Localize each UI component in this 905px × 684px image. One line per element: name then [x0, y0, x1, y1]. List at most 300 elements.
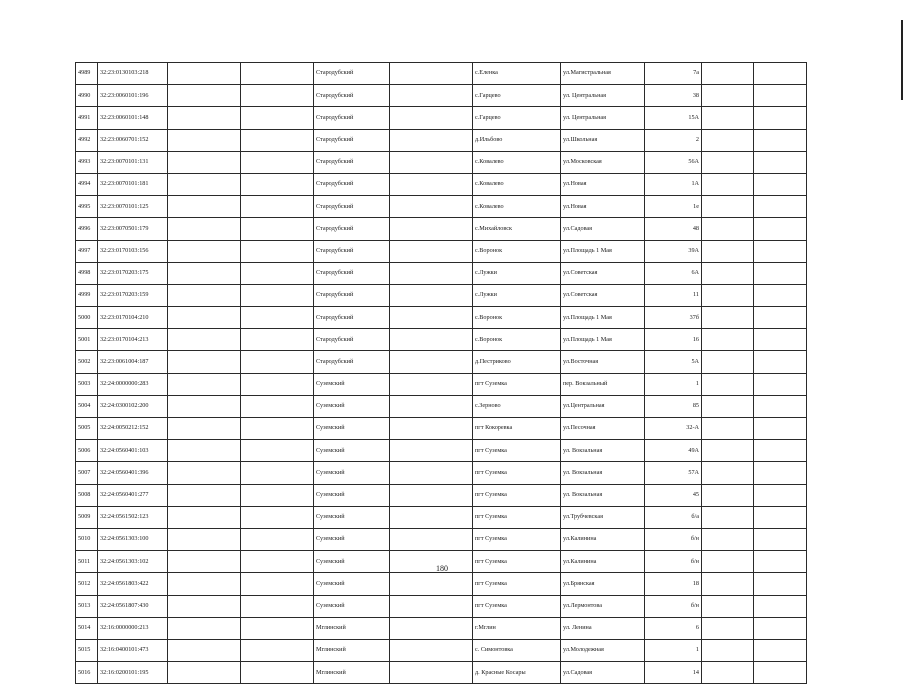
- district-cell: Суземский: [314, 506, 390, 528]
- row-number-cell: 5016: [76, 662, 98, 684]
- cadastral-number-cell: 32:24:0561303:102: [98, 551, 168, 573]
- empty-cell: [754, 595, 807, 617]
- street-cell: ул. Центральная: [561, 85, 645, 107]
- cadastral-number-cell: 32:23:0060101:148: [98, 107, 168, 129]
- row-number-cell: 5013: [76, 595, 98, 617]
- district-cell: Стародубский: [314, 129, 390, 151]
- street-cell: ул.Калинина: [561, 551, 645, 573]
- cadastral-number-cell: 32:24:0050212:152: [98, 418, 168, 440]
- empty-cell: [702, 373, 754, 395]
- empty-cell: [241, 573, 314, 595]
- row-number-cell: 4991: [76, 107, 98, 129]
- empty-cell: [702, 595, 754, 617]
- empty-cell: [390, 373, 473, 395]
- empty-cell: [390, 262, 473, 284]
- table-row: [76, 639, 807, 661]
- empty-cell: [168, 151, 241, 173]
- table-row: [76, 307, 807, 329]
- empty-cell: [702, 196, 754, 218]
- table-row: [76, 151, 807, 173]
- settlement-cell: пгт Суземка: [473, 373, 561, 395]
- table-row: [76, 329, 807, 351]
- empty-cell: [702, 573, 754, 595]
- cadastral-number-cell: 32:23:0070101:181: [98, 173, 168, 195]
- empty-cell: [168, 440, 241, 462]
- empty-cell: [168, 418, 241, 440]
- empty-cell: [754, 617, 807, 639]
- empty-cell: [168, 639, 241, 661]
- row-number-cell: 5006: [76, 440, 98, 462]
- empty-cell: [754, 662, 807, 684]
- cadastral-number-cell: 32:24:0561303:100: [98, 528, 168, 550]
- street-cell: ул.Площадь 1 Мая: [561, 240, 645, 262]
- cadastral-number-cell: 32:24:0560401:103: [98, 440, 168, 462]
- settlement-cell: пгт Суземка: [473, 595, 561, 617]
- empty-cell: [168, 284, 241, 306]
- table-row: [76, 107, 807, 129]
- house-number-cell: 16: [645, 329, 702, 351]
- empty-cell: [168, 173, 241, 195]
- table-row: [76, 373, 807, 395]
- table-row: [76, 262, 807, 284]
- empty-cell: [702, 662, 754, 684]
- street-cell: ул. Вокзальная: [561, 484, 645, 506]
- table-row: [76, 284, 807, 306]
- empty-cell: [702, 63, 754, 85]
- house-number-cell: 14: [645, 662, 702, 684]
- district-cell: Стародубский: [314, 240, 390, 262]
- empty-cell: [702, 218, 754, 240]
- scan-edge-mark: [901, 20, 903, 100]
- empty-cell: [390, 506, 473, 528]
- empty-cell: [390, 173, 473, 195]
- row-number-cell: 5007: [76, 462, 98, 484]
- house-number-cell: 39А: [645, 240, 702, 262]
- street-cell: ул.Лермонтова: [561, 595, 645, 617]
- table-row: [76, 240, 807, 262]
- empty-cell: [702, 240, 754, 262]
- empty-cell: [241, 351, 314, 373]
- empty-cell: [168, 196, 241, 218]
- district-cell: Стародубский: [314, 85, 390, 107]
- empty-cell: [241, 617, 314, 639]
- row-number-cell: 5001: [76, 329, 98, 351]
- table-row: [76, 85, 807, 107]
- empty-cell: [390, 284, 473, 306]
- empty-cell: [390, 151, 473, 173]
- district-cell: Стародубский: [314, 284, 390, 306]
- empty-cell: [168, 484, 241, 506]
- street-cell: ул.Трубчевская: [561, 506, 645, 528]
- empty-cell: [754, 262, 807, 284]
- cadastral-number-cell: 32:16:0400101:473: [98, 639, 168, 661]
- district-cell: Стародубский: [314, 262, 390, 284]
- cadastral-number-cell: 32:23:0060701:152: [98, 129, 168, 151]
- empty-cell: [754, 173, 807, 195]
- district-cell: Мглинский: [314, 617, 390, 639]
- row-number-cell: 4998: [76, 262, 98, 284]
- empty-cell: [702, 528, 754, 550]
- empty-cell: [241, 506, 314, 528]
- empty-cell: [390, 528, 473, 550]
- table-row: [76, 595, 807, 617]
- district-cell: Суземский: [314, 395, 390, 417]
- empty-cell: [754, 307, 807, 329]
- settlement-cell: пгт Суземка: [473, 573, 561, 595]
- empty-cell: [168, 85, 241, 107]
- district-cell: Стародубский: [314, 196, 390, 218]
- empty-cell: [754, 129, 807, 151]
- empty-cell: [241, 240, 314, 262]
- settlement-cell: с.Гарцево: [473, 107, 561, 129]
- empty-cell: [168, 63, 241, 85]
- empty-cell: [754, 506, 807, 528]
- house-number-cell: б/н: [645, 551, 702, 573]
- settlement-cell: пгт Суземка: [473, 506, 561, 528]
- empty-cell: [168, 351, 241, 373]
- empty-cell: [754, 63, 807, 85]
- cadastral-number-cell: 32:23:0170203:175: [98, 262, 168, 284]
- district-cell: Стародубский: [314, 329, 390, 351]
- cadastral-number-cell: 32:24:0561502:123: [98, 506, 168, 528]
- cadastral-number-cell: 32:23:0061004:187: [98, 351, 168, 373]
- district-cell: Мглинский: [314, 662, 390, 684]
- settlement-cell: д.Пестриково: [473, 351, 561, 373]
- empty-cell: [241, 395, 314, 417]
- cadastral-number-cell: 32:24:0560401:277: [98, 484, 168, 506]
- table-row: [76, 506, 807, 528]
- table-row: [76, 418, 807, 440]
- empty-cell: [241, 373, 314, 395]
- empty-cell: [390, 595, 473, 617]
- district-cell: Суземский: [314, 595, 390, 617]
- empty-cell: [702, 462, 754, 484]
- house-number-cell: 32-А: [645, 418, 702, 440]
- house-number-cell: 6А: [645, 262, 702, 284]
- empty-cell: [754, 528, 807, 550]
- row-number-cell: 4992: [76, 129, 98, 151]
- street-cell: ул.Садовая: [561, 218, 645, 240]
- empty-cell: [241, 129, 314, 151]
- empty-cell: [754, 218, 807, 240]
- street-cell: ул.Площадь 1 Мая: [561, 307, 645, 329]
- street-cell: ул.Новая: [561, 173, 645, 195]
- empty-cell: [241, 484, 314, 506]
- district-cell: Стародубский: [314, 107, 390, 129]
- row-number-cell: 4999: [76, 284, 98, 306]
- district-cell: Суземский: [314, 418, 390, 440]
- settlement-cell: с.Ковалево: [473, 196, 561, 218]
- settlement-cell: с.Ковалево: [473, 151, 561, 173]
- settlement-cell: с.Гарцево: [473, 85, 561, 107]
- row-number-cell: 5002: [76, 351, 98, 373]
- empty-cell: [168, 107, 241, 129]
- empty-cell: [702, 284, 754, 306]
- empty-cell: [390, 351, 473, 373]
- empty-cell: [390, 129, 473, 151]
- district-cell: Стародубский: [314, 351, 390, 373]
- cadastral-number-cell: 32:23:0070101:125: [98, 196, 168, 218]
- empty-cell: [754, 151, 807, 173]
- cadastral-number-cell: 32:16:0200101:195: [98, 662, 168, 684]
- cadastral-number-cell: 32:24:0300102:200: [98, 395, 168, 417]
- row-number-cell: 5004: [76, 395, 98, 417]
- table-row: [76, 351, 807, 373]
- empty-cell: [702, 484, 754, 506]
- table-row: [76, 617, 807, 639]
- empty-cell: [390, 662, 473, 684]
- street-cell: ул. Вокзальная: [561, 462, 645, 484]
- empty-cell: [241, 262, 314, 284]
- empty-cell: [390, 639, 473, 661]
- empty-cell: [168, 528, 241, 550]
- cadastral-number-cell: 32:23:0070101:131: [98, 151, 168, 173]
- settlement-cell: пгт Суземка: [473, 462, 561, 484]
- row-number-cell: 5000: [76, 307, 98, 329]
- settlement-cell: г.Мглин: [473, 617, 561, 639]
- settlement-cell: пгт Суземка: [473, 528, 561, 550]
- empty-cell: [241, 63, 314, 85]
- street-cell: ул.Садовая: [561, 662, 645, 684]
- cadastral-number-cell: 32:23:0170203:159: [98, 284, 168, 306]
- empty-cell: [241, 284, 314, 306]
- cadastral-number-cell: 32:23:0130103:218: [98, 63, 168, 85]
- settlement-cell: с.Еленка: [473, 63, 561, 85]
- empty-cell: [754, 196, 807, 218]
- empty-cell: [754, 373, 807, 395]
- street-cell: ул.Брянская: [561, 573, 645, 595]
- empty-cell: [168, 240, 241, 262]
- empty-cell: [390, 418, 473, 440]
- empty-cell: [754, 284, 807, 306]
- settlement-cell: д.Ильбово: [473, 129, 561, 151]
- empty-cell: [390, 484, 473, 506]
- street-cell: ул.Школьная: [561, 129, 645, 151]
- house-number-cell: 48: [645, 218, 702, 240]
- empty-cell: [702, 307, 754, 329]
- street-cell: ул.Молодежная: [561, 639, 645, 661]
- house-number-cell: б/а: [645, 506, 702, 528]
- row-number-cell: 5005: [76, 418, 98, 440]
- empty-cell: [241, 85, 314, 107]
- empty-cell: [390, 240, 473, 262]
- district-cell: Суземский: [314, 551, 390, 573]
- page-number: 180: [436, 564, 448, 573]
- empty-cell: [241, 107, 314, 129]
- property-registry-table: [75, 62, 807, 684]
- empty-cell: [754, 418, 807, 440]
- empty-cell: [702, 262, 754, 284]
- district-cell: Стародубский: [314, 63, 390, 85]
- empty-cell: [390, 462, 473, 484]
- house-number-cell: б/н: [645, 595, 702, 617]
- empty-cell: [390, 85, 473, 107]
- row-number-cell: 5011: [76, 551, 98, 573]
- empty-cell: [754, 240, 807, 262]
- district-cell: Суземский: [314, 373, 390, 395]
- empty-cell: [702, 85, 754, 107]
- empty-cell: [702, 329, 754, 351]
- empty-cell: [168, 617, 241, 639]
- cadastral-number-cell: 32:23:0170103:156: [98, 240, 168, 262]
- empty-cell: [168, 573, 241, 595]
- house-number-cell: 6: [645, 617, 702, 639]
- settlement-cell: с.Зерново: [473, 395, 561, 417]
- empty-cell: [168, 262, 241, 284]
- district-cell: Суземский: [314, 462, 390, 484]
- table-row: [76, 63, 807, 85]
- street-cell: ул.Магистральная: [561, 63, 645, 85]
- cadastral-number-cell: 32:24:0560401:396: [98, 462, 168, 484]
- district-cell: Суземский: [314, 440, 390, 462]
- empty-cell: [390, 196, 473, 218]
- empty-cell: [241, 218, 314, 240]
- empty-cell: [168, 506, 241, 528]
- empty-cell: [241, 440, 314, 462]
- empty-cell: [754, 639, 807, 661]
- empty-cell: [168, 129, 241, 151]
- empty-cell: [168, 218, 241, 240]
- street-cell: ул. Ленина: [561, 617, 645, 639]
- row-number-cell: 4990: [76, 85, 98, 107]
- empty-cell: [390, 329, 473, 351]
- empty-cell: [390, 307, 473, 329]
- empty-cell: [241, 528, 314, 550]
- empty-cell: [390, 107, 473, 129]
- empty-cell: [168, 329, 241, 351]
- table-row: [76, 395, 807, 417]
- row-number-cell: 4994: [76, 173, 98, 195]
- street-cell: ул. Вокзальная: [561, 440, 645, 462]
- empty-cell: [702, 418, 754, 440]
- street-cell: ул.Советская: [561, 284, 645, 306]
- empty-cell: [754, 107, 807, 129]
- empty-cell: [702, 551, 754, 573]
- empty-cell: [702, 107, 754, 129]
- empty-cell: [702, 639, 754, 661]
- row-number-cell: 5003: [76, 373, 98, 395]
- empty-cell: [754, 329, 807, 351]
- house-number-cell: 45: [645, 484, 702, 506]
- row-number-cell: 5014: [76, 617, 98, 639]
- settlement-cell: пгт Суземка: [473, 440, 561, 462]
- empty-cell: [754, 85, 807, 107]
- house-number-cell: 56А: [645, 151, 702, 173]
- street-cell: ул.Советская: [561, 262, 645, 284]
- empty-cell: [390, 440, 473, 462]
- settlement-cell: с.Лужки: [473, 284, 561, 306]
- district-cell: Стародубский: [314, 307, 390, 329]
- settlement-cell: с.Воронок: [473, 307, 561, 329]
- table-row: [76, 462, 807, 484]
- empty-cell: [241, 418, 314, 440]
- empty-cell: [241, 196, 314, 218]
- empty-cell: [702, 129, 754, 151]
- row-number-cell: 4989: [76, 63, 98, 85]
- house-number-cell: 57А: [645, 462, 702, 484]
- table-row: [76, 129, 807, 151]
- house-number-cell: 5А: [645, 351, 702, 373]
- settlement-cell: с.Воронок: [473, 329, 561, 351]
- row-number-cell: 4997: [76, 240, 98, 262]
- empty-cell: [754, 351, 807, 373]
- cadastral-number-cell: 32:23:0170104:210: [98, 307, 168, 329]
- empty-cell: [390, 218, 473, 240]
- cadastral-number-cell: 32:23:0060101:196: [98, 85, 168, 107]
- empty-cell: [702, 440, 754, 462]
- empty-cell: [754, 551, 807, 573]
- empty-cell: [241, 307, 314, 329]
- empty-cell: [241, 151, 314, 173]
- table-row: [76, 528, 807, 550]
- empty-cell: [754, 573, 807, 595]
- empty-cell: [241, 551, 314, 573]
- street-cell: ул.Восточная: [561, 351, 645, 373]
- empty-cell: [241, 639, 314, 661]
- table-row: [76, 173, 807, 195]
- empty-cell: [168, 551, 241, 573]
- street-cell: ул.Площадь 1 Мая: [561, 329, 645, 351]
- house-number-cell: 15А: [645, 107, 702, 129]
- house-number-cell: 1: [645, 639, 702, 661]
- cadastral-number-cell: 32:23:0170104:213: [98, 329, 168, 351]
- house-number-cell: 38: [645, 85, 702, 107]
- cadastral-number-cell: 32:24:0000000:283: [98, 373, 168, 395]
- cadastral-number-cell: 32:23:0070501:179: [98, 218, 168, 240]
- house-number-cell: 49А: [645, 440, 702, 462]
- table-row: [76, 662, 807, 684]
- district-cell: Стародубский: [314, 218, 390, 240]
- district-cell: Суземский: [314, 528, 390, 550]
- district-cell: Суземский: [314, 573, 390, 595]
- row-number-cell: 4996: [76, 218, 98, 240]
- street-cell: пер. Вокзальный: [561, 373, 645, 395]
- empty-cell: [702, 617, 754, 639]
- empty-cell: [168, 462, 241, 484]
- empty-cell: [241, 462, 314, 484]
- house-number-cell: 1А: [645, 173, 702, 195]
- street-cell: ул.Песочная: [561, 418, 645, 440]
- district-cell: Мглинский: [314, 639, 390, 661]
- house-number-cell: 11: [645, 284, 702, 306]
- empty-cell: [754, 462, 807, 484]
- house-number-cell: 85: [645, 395, 702, 417]
- empty-cell: [702, 173, 754, 195]
- house-number-cell: 37б: [645, 307, 702, 329]
- row-number-cell: 5010: [76, 528, 98, 550]
- house-number-cell: 1: [645, 373, 702, 395]
- street-cell: ул.Новая: [561, 196, 645, 218]
- empty-cell: [754, 440, 807, 462]
- row-number-cell: 4993: [76, 151, 98, 173]
- empty-cell: [390, 573, 473, 595]
- empty-cell: [168, 595, 241, 617]
- row-number-cell: 4995: [76, 196, 98, 218]
- empty-cell: [702, 506, 754, 528]
- empty-cell: [241, 662, 314, 684]
- registry-rows: [76, 63, 807, 684]
- settlement-cell: с.Михайловск: [473, 218, 561, 240]
- house-number-cell: 18: [645, 573, 702, 595]
- row-number-cell: 5012: [76, 573, 98, 595]
- cadastral-number-cell: 32:16:0000000:213: [98, 617, 168, 639]
- empty-cell: [754, 484, 807, 506]
- empty-cell: [241, 173, 314, 195]
- empty-cell: [168, 662, 241, 684]
- table-row: [76, 440, 807, 462]
- cadastral-number-cell: 32:24:0561807:430: [98, 595, 168, 617]
- row-number-cell: 5015: [76, 639, 98, 661]
